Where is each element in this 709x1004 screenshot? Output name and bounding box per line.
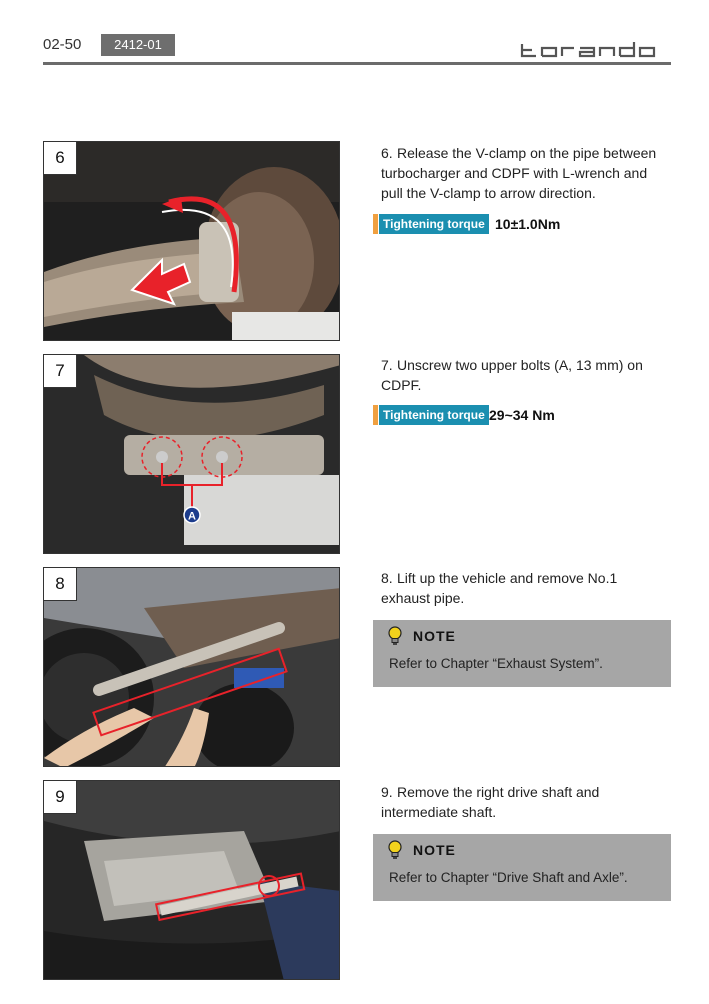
step-6-torque — [373, 214, 613, 234]
step-6-text: Release the V-clamp on the pipe between turbocharger and CDPF with L-wrench and pull the V-clamp to arrow direction. — [381, 145, 657, 201]
step-7-number-box: 7 — [44, 355, 77, 388]
step-6-instruction — [381, 143, 666, 203]
step-7-photo — [43, 354, 340, 554]
torque-value: 29~34 Nm — [489, 407, 555, 423]
step-6-number-box: 6 — [44, 142, 77, 175]
torque-label: Tightening torque — [379, 214, 489, 234]
step-9-note — [373, 834, 671, 901]
step-8-num: 8. — [381, 570, 393, 586]
step-7-text: Unscrew two upper bolts (A, 13 mm) on CDPF. — [381, 357, 643, 393]
note-text: Refer to Chapter “Drive Shaft and Axle”. — [389, 870, 628, 885]
svg-text:A: A — [188, 510, 196, 523]
step-9-text: Remove the right drive shaft and intermediate shaft. — [381, 784, 600, 820]
step-8-note — [373, 620, 671, 687]
lightbulb-icon — [387, 626, 403, 646]
torque-accent-bar — [373, 214, 378, 234]
note-title: NOTE — [413, 842, 456, 858]
callout-a-icon — [184, 507, 200, 523]
header-rule — [43, 62, 671, 65]
step-9-photo — [43, 780, 340, 980]
torque-value: 10±1.0Nm — [495, 216, 561, 232]
step-7-num: 7. — [381, 357, 393, 373]
step-9-num: 9. — [381, 784, 393, 800]
page-number: 02-50 — [43, 36, 82, 53]
step-8-instruction — [381, 568, 666, 608]
lightbulb-icon — [387, 840, 403, 860]
brand-logo — [520, 40, 672, 60]
step-7-torque — [373, 405, 613, 425]
step-9-instruction — [381, 782, 666, 822]
torque-label: Tightening torque — [379, 405, 489, 425]
step-6-photo — [43, 141, 340, 341]
note-title: NOTE — [413, 628, 456, 644]
torque-accent-bar — [373, 405, 378, 425]
note-text: Refer to Chapter “Exhaust System”. — [389, 656, 603, 671]
step-8-text: Lift up the vehicle and remove No.1 exhaust pipe. — [381, 570, 618, 606]
step-8-number-box: 8 — [44, 568, 77, 601]
step-8-photo — [43, 567, 340, 767]
step-7-instruction — [381, 355, 666, 395]
step-9-number-box: 9 — [44, 781, 77, 814]
step-6-num: 6. — [381, 145, 393, 161]
revision-badge: 2412-01 — [101, 34, 175, 56]
